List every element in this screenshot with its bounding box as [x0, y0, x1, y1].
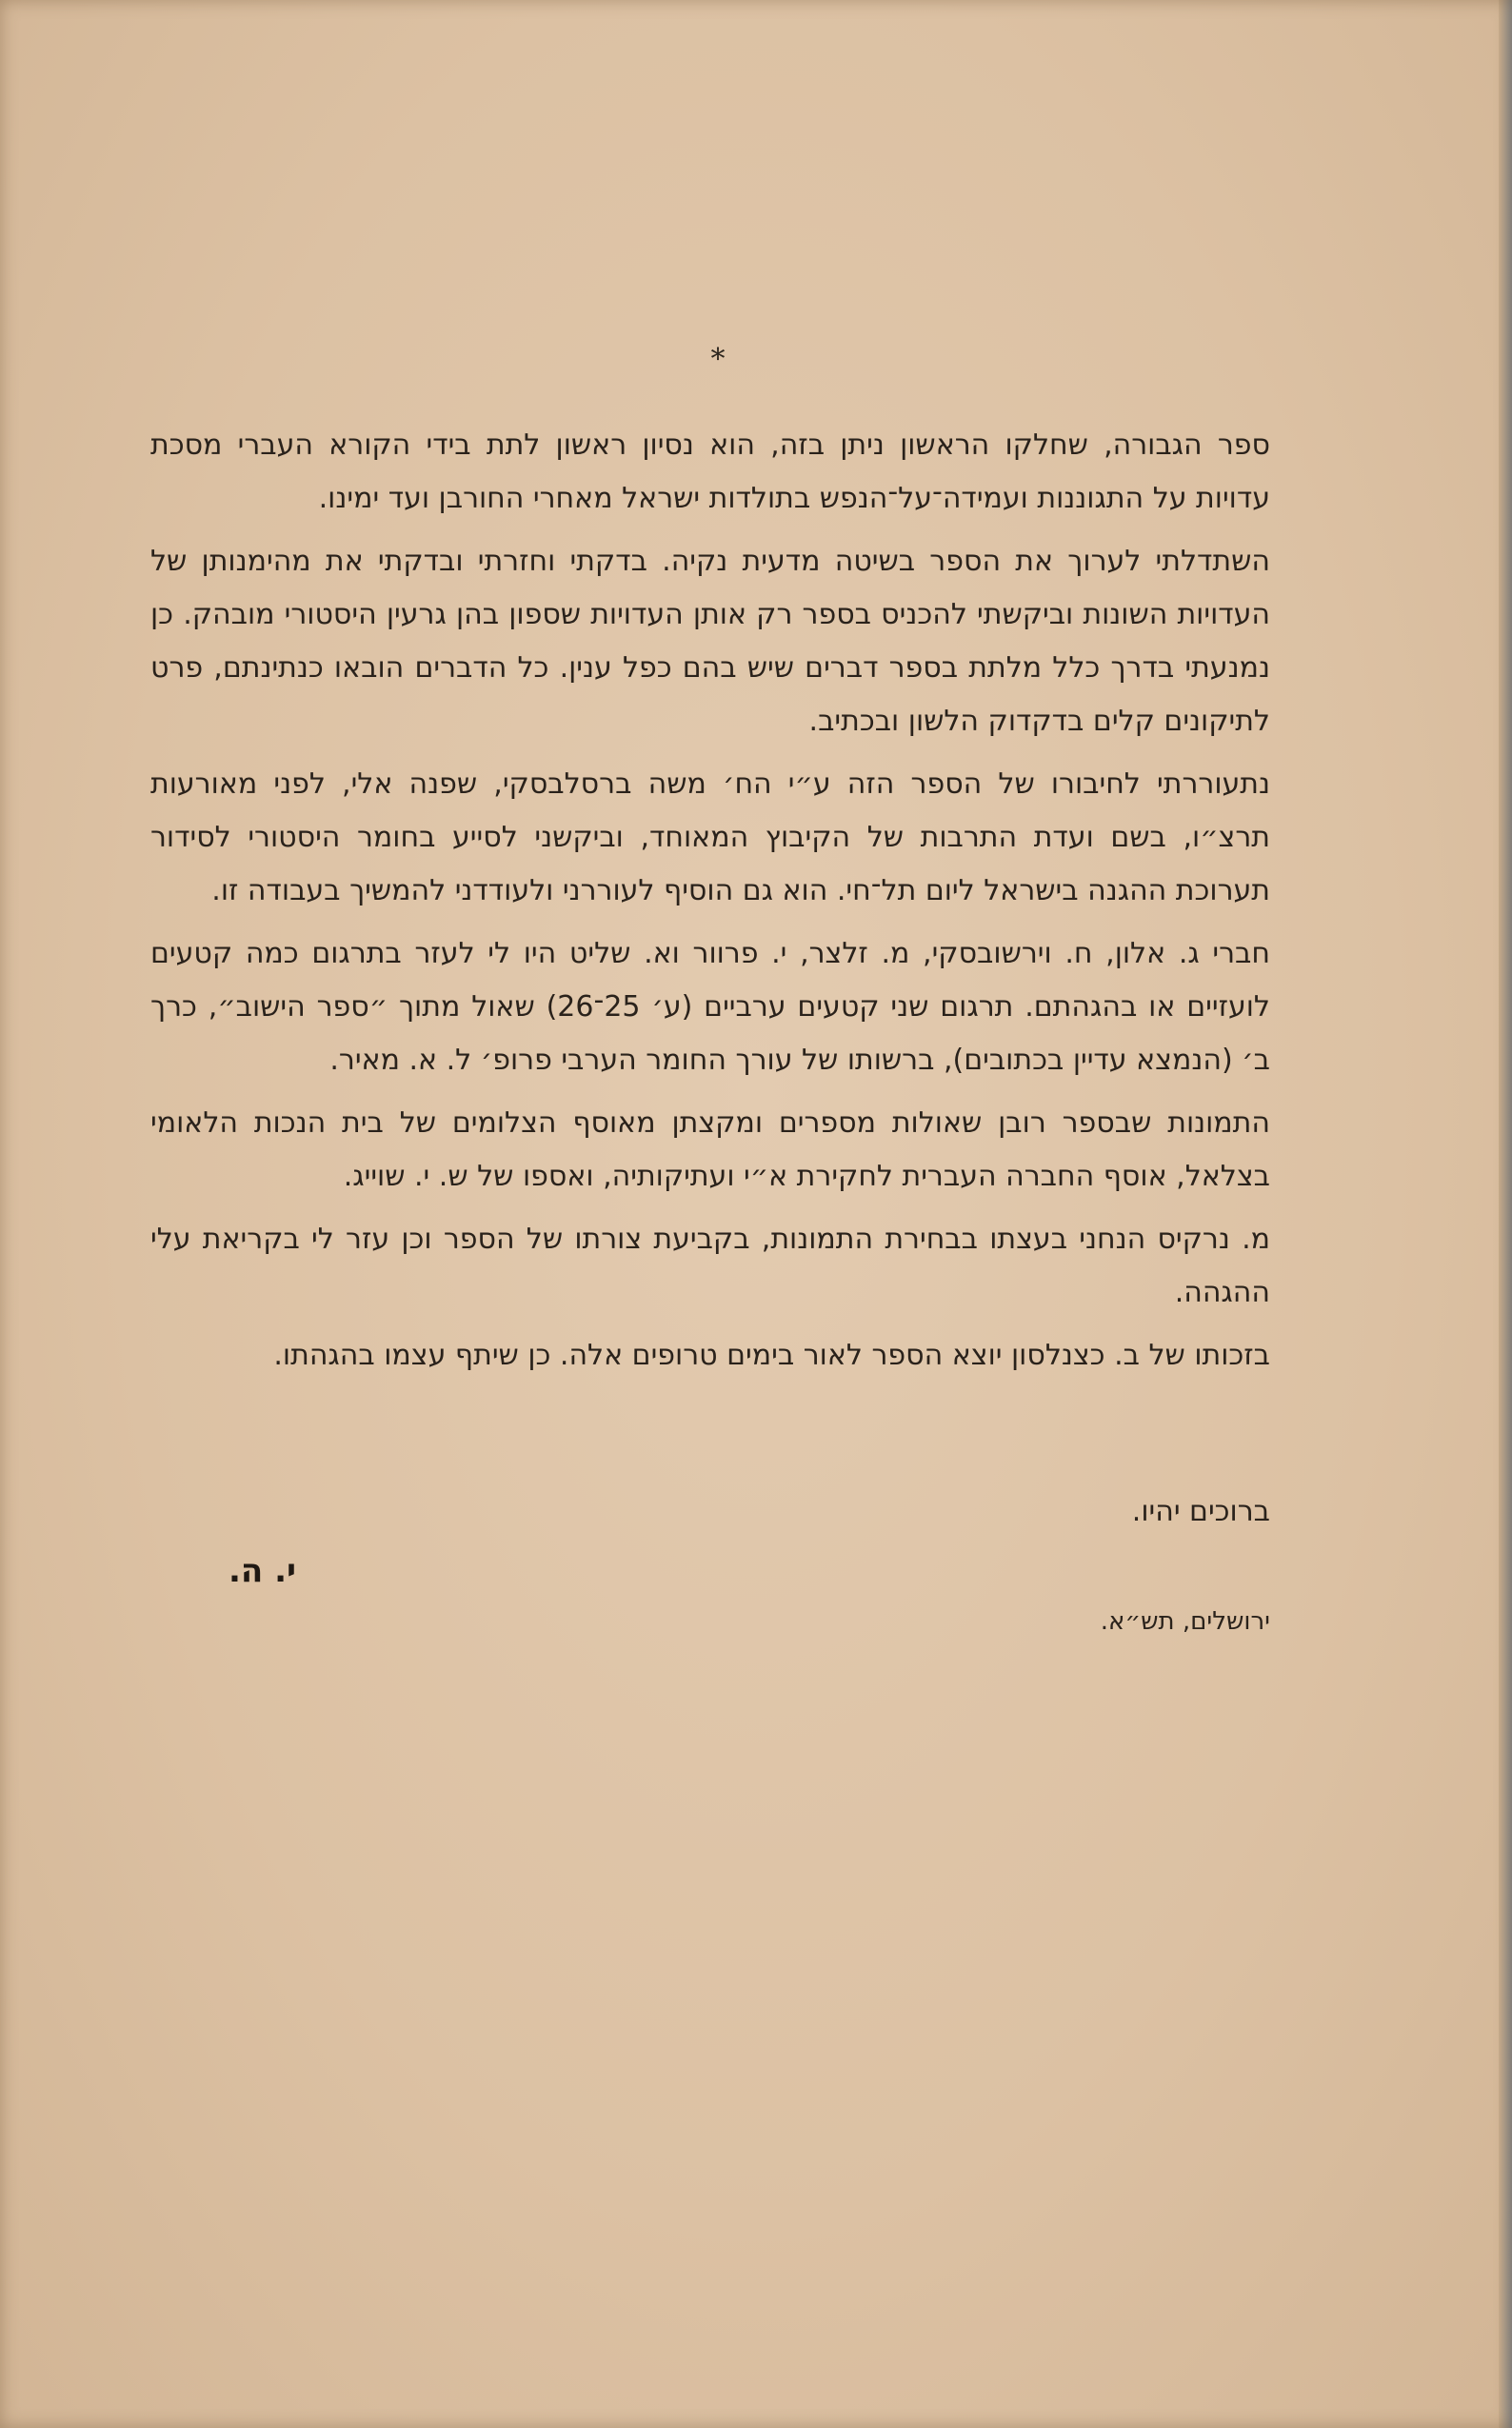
paragraph: התמונות שבספר רובן שאולות מספרים ומקצתן מאוסף הצלומים של בית הנכות הלאומי בצלאל, אוסף החברה העברית לחקירת א״י ועתיקותיה, ואספו של ש. י. שוייג. [150, 1106, 1270, 1193]
paragraph: נתעוררתי לחיבורו של הספר הזה ע״י הח׳ משה ברסלבסקי, שפנה אלי, לפני מאורעות תרצ״ו, בשם ועדת התרבות של הקיבוץ המאוחד, וביקשני לסייע בחומר היסטורי לסידור תערוכת ההגנה בישראל ליום תל־חי. הוא גם הוסיף לעוררני ולעודדני להמשיך בעבודה זו. [150, 767, 1270, 907]
closing-blessing: ברוכים יהיו. [1131, 1495, 1270, 1528]
author-initials: י. ה. [229, 1552, 297, 1590]
page-edge [1499, 0, 1512, 2428]
paragraph: בזכותו של ב. כצנלסון יוצא הספר לאור בימים טרופים אלה. כן שיתף עצמו בהגהתו. [273, 1339, 1270, 1372]
place-and-date: ירושלים, תש״א. [1100, 1607, 1270, 1636]
paragraph: מ. נרקיס הנחני בעצתו בבחירת התמונות, בקביעת צורתו של הספר וכן עזר לי בקריאת עלי ההגהה. [150, 1223, 1270, 1309]
paragraph: חברי ג. אלון, ח. וירשובסקי, מ. זלצר, י. פרוור וא. שליט היו לי לעזר בתרגום כמה קטעים לועזיים או בהגהתם. תרגום שני קטעים ערביים (ע׳ 25־26) שאול מתוך ״ספר הישוב״, כרך ב׳ (הנמצא עדיין בכתובים), ברשותו של עורך החומר הערבי פרופ׳ ל. א. מאיר. [150, 937, 1270, 1077]
paragraph: השתדלתי לערוך את הספר בשיטה מדעית נקיה. בדקתי וחזרתי ובדקתי את מהימנותן של העדויות השונות וביקשתי להכניס בספר רק אותן העדויות שספון בהן גרעין היסטורי מובהק. כן נמנעתי בדרך כלל מלתת בספר דברים שיש בהם כפל ענין. כל הדברים הובאו כנתינתם, פרט לתיקונים קלים בדקדוק הלשון ובכתיב. [150, 545, 1270, 738]
preface-body [150, 419, 1270, 1392]
section-ornament: * [710, 343, 726, 376]
paragraph: ספר הגבורה, שחלקו הראשון ניתן בזה, הוא נסיון ראשון לתת בידי הקורא העברי מסכת עדויות על התגוננות ועמידה־על־הנפש בתולדות ישראל מאחרי החורבן ועד ימינו. [150, 428, 1270, 515]
